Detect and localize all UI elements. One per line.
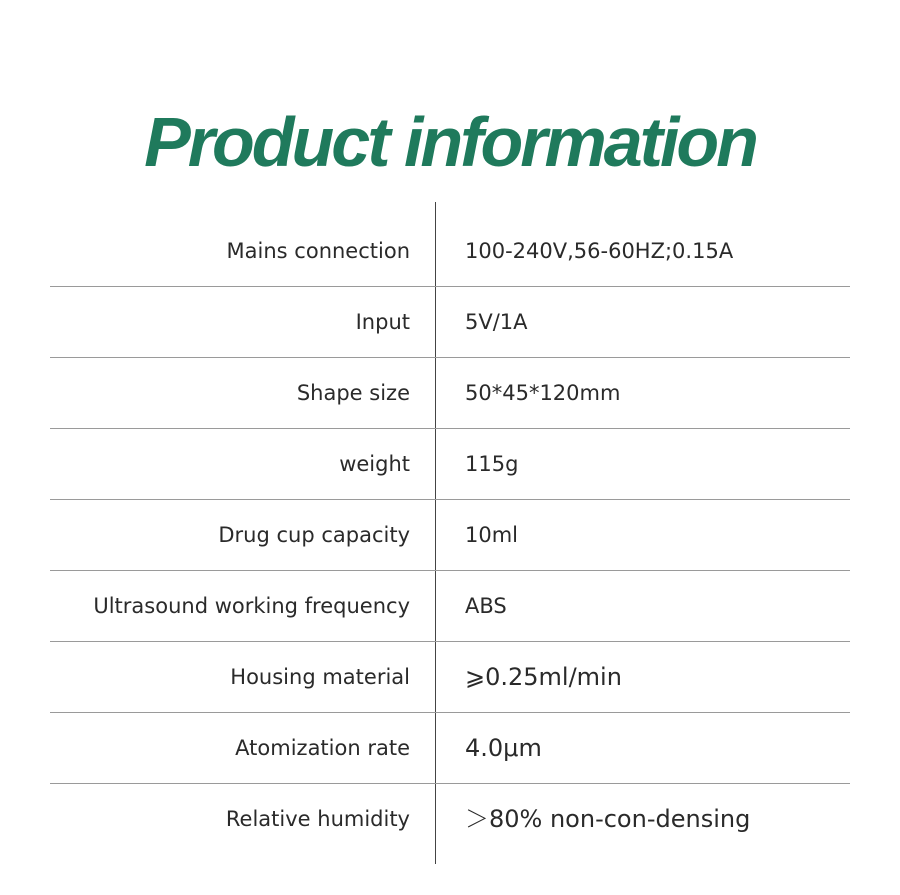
spec-label: Mains connection [226,239,410,263]
spec-value: 115g [465,452,519,476]
page-title: Product information [144,103,756,181]
spec-row-drug-cup-capacity [50,500,850,571]
spec-row-atomization-rate [50,713,850,784]
spec-value: ABS [465,594,507,618]
spec-row-weight [50,429,850,500]
spec-label: Housing material [230,665,410,689]
spec-table [50,202,850,854]
spec-label: weight [339,452,410,476]
spec-value: ⩾0.25ml/min [465,663,622,691]
spec-value: 5V/1A [465,310,528,334]
spec-row-relative-humidity [50,784,850,854]
spec-row-mains-connection [50,202,850,287]
spec-row-ultrasound-frequency [50,571,850,642]
spec-value: 10ml [465,523,519,547]
spec-row-housing-material [50,642,850,713]
spec-row-shape-size [50,358,850,429]
spec-value: 50*45*120mm [465,381,621,405]
spec-label: Atomization rate [235,736,410,760]
spec-value: ＞80% non-con-densing [465,805,751,833]
spec-label: Ultrasound working frequency [93,594,410,618]
spec-row-input [50,287,850,358]
spec-label: Input [355,310,410,334]
spec-value: 4.0μm [465,734,542,762]
spec-label: Drug cup capacity [218,523,410,547]
spec-label: Shape size [296,381,410,405]
spec-label: Relative humidity [225,807,410,831]
spec-value: 100-240V,56-60HZ;0.15A [465,239,734,263]
